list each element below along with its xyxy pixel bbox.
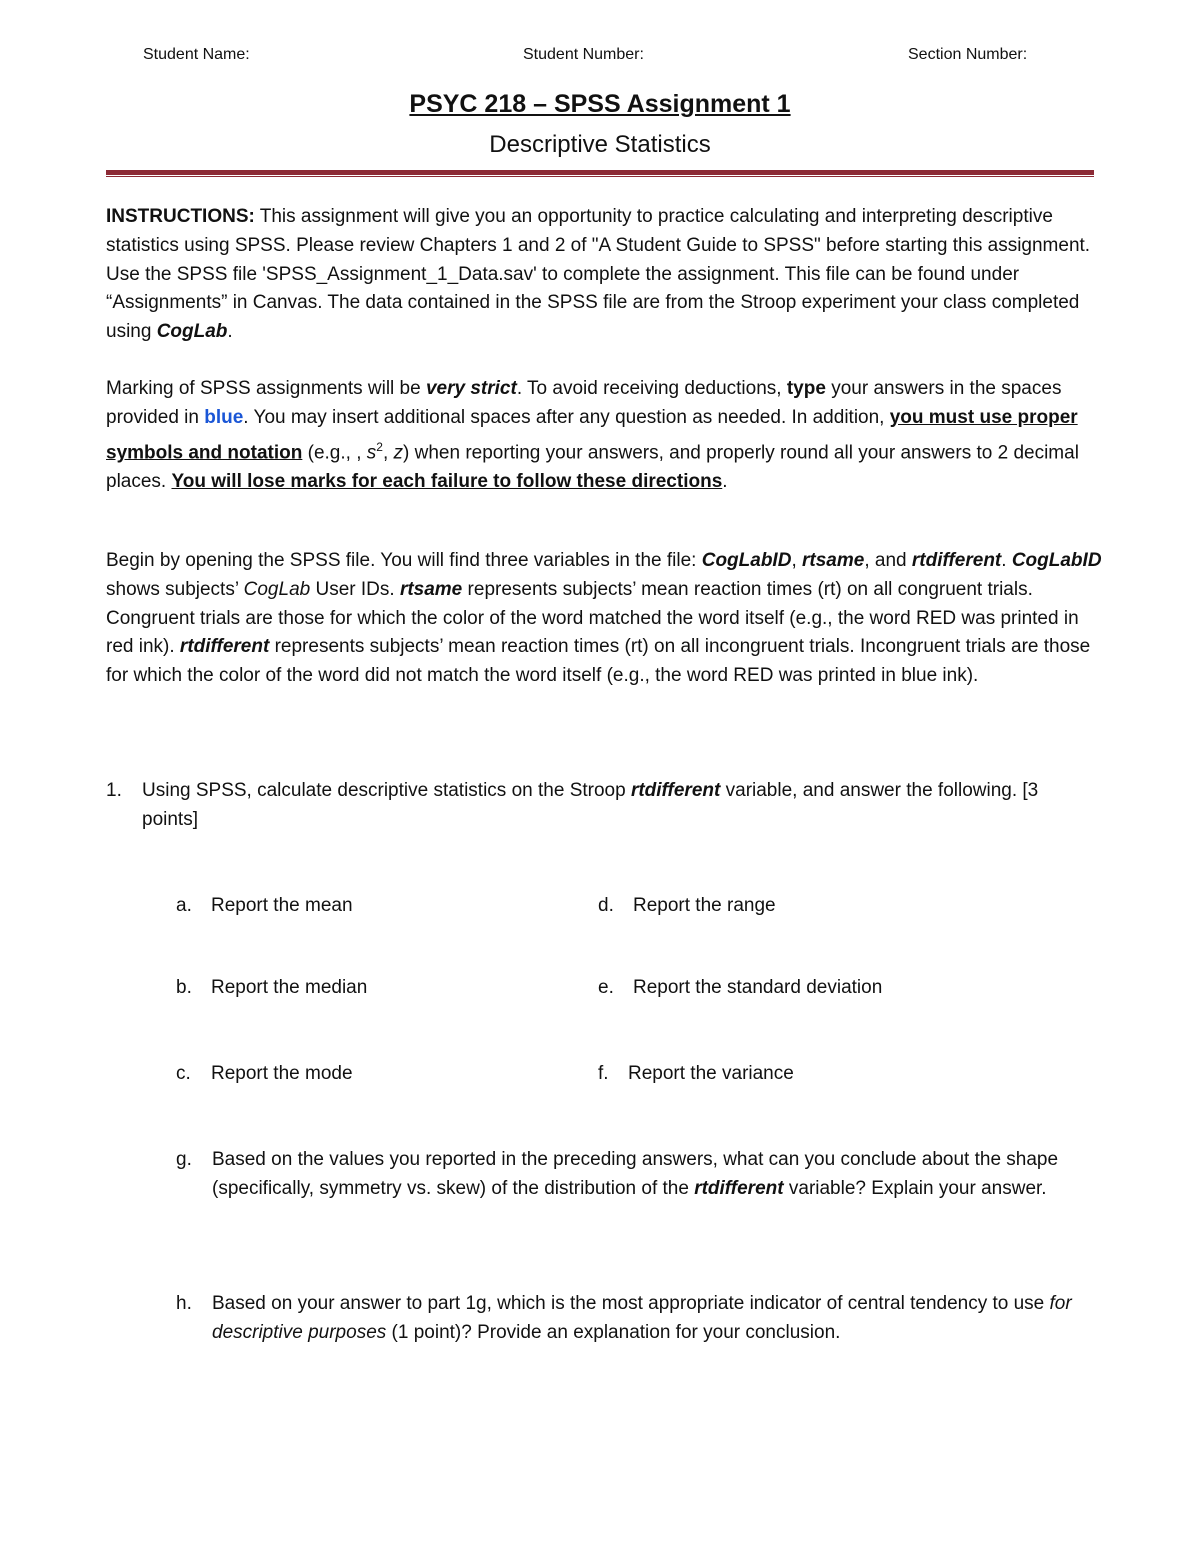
question-1-number: 1.	[106, 780, 122, 801]
coglabid-term: CogLabID	[701, 550, 792, 571]
question-1b-letter: b.	[176, 977, 192, 998]
blue-term: blue	[204, 406, 244, 428]
question-1b-text: Report the median	[211, 977, 368, 998]
symbol-squared: 2	[376, 439, 383, 454]
question-1e-letter: e.	[598, 977, 614, 998]
question-1a-letter: a.	[176, 895, 192, 916]
begin-text-2: ,	[791, 550, 802, 571]
instructions-end: .	[227, 321, 233, 343]
question-1-var: rtdifferent	[630, 780, 721, 801]
symbol-z: z	[393, 441, 404, 463]
question-1d-letter: d.	[598, 895, 614, 916]
instructions-label: INSTRUCTIONS:	[106, 206, 255, 227]
begin-text-5: shows subjects’	[106, 578, 244, 600]
student-number-label: Student Number:	[523, 46, 644, 63]
lose-marks-notice: You will lose marks for each failure to follow these directions	[171, 470, 723, 492]
symbols-notice: you must use proper symbols and notation	[106, 406, 1078, 463]
page-subtitle: Descriptive Statistics	[489, 131, 711, 158]
marking-paragraph	[106, 375, 1106, 497]
page-title: PSYC 218 – SPSS Assignment 1	[409, 90, 791, 118]
begin-text-7: represents subjects’ mean reaction times (rt) on all congruent trials. Congruent trials are those for which the color of the word matched the word itself (e.g., the word RED was printed in red ink).	[106, 578, 1079, 658]
coglabid-term-2: CogLabID	[1011, 550, 1102, 571]
question-1g-letter: g.	[176, 1149, 192, 1170]
question-1a-text: Report the mean	[211, 895, 353, 916]
coglab-term-2: CogLab	[243, 578, 311, 600]
question-1h-text-2: (1 point)? Provide an explanation for your conclusion.	[386, 1321, 841, 1343]
question-1g-text-2: variable? Explain your answer.	[783, 1177, 1047, 1199]
question-1h-text-1: Based on your answer to part 1g, which is the most appropriate indicator of central tendency to use	[212, 1293, 1050, 1314]
question-1d-text: Report the range	[633, 895, 776, 916]
question-1e-text: Report the standard deviation	[633, 977, 883, 998]
question-1f-letter: f.	[598, 1063, 609, 1084]
marking-text-6: ,	[382, 441, 394, 463]
question-1h-text	[212, 1290, 1072, 1348]
type-term: type	[786, 378, 826, 399]
begin-text-3: , and	[864, 550, 912, 571]
begin-paragraph	[106, 547, 1106, 691]
rtdifferent-term-2: rtdifferent	[179, 636, 270, 658]
begin-text-8: represents subjects’ mean reaction times (rt) on all incongruent trials. Incongruent trials are those for which the color of the word did not match the word itself (e.g., the word RED was printed in blue ink).	[106, 636, 1091, 687]
very-strict-term: very strict	[425, 378, 517, 399]
question-1g-text-1: Based on the values you reported in the preceding answers, what can you conclude about the shape (specifically, symmetry vs. skew) of the distribution of the	[212, 1149, 1059, 1199]
marking-text-4: . You may insert additional spaces after any question as needed. In addition,	[243, 406, 890, 428]
rtsame-term-2: rtsame	[399, 578, 463, 600]
question-1h-letter: h.	[176, 1293, 192, 1314]
question-1c-text: Report the mode	[211, 1063, 353, 1084]
question-1g-text	[212, 1146, 1072, 1204]
instructions-paragraph	[106, 203, 1106, 347]
marking-text-5: (e.g., ,	[302, 441, 367, 463]
marking-text-3: your answers in the spaces provided in	[106, 378, 1062, 428]
instructions-text: This assignment will give you an opportunity to practice calculating and interpreting descriptive statistics using SPSS. Please review Chapters 1 and 2 of "A Student Guide to SPSS" before starting this assignment. Use the SPSS file 'SPSS_Assignment_1_Data.sav' to complete the assignment. This file can be found under “Assignments” in Canvas. The data contained in the SPSS file are from the Stroop experiment your class completed using	[106, 206, 1091, 343]
section-number-label: Section Number:	[908, 46, 1028, 63]
marking-text-1: Marking of SPSS assignments will be	[106, 378, 426, 399]
symbol-s: s	[366, 441, 377, 463]
student-name-label: Student Name:	[143, 46, 250, 63]
begin-text-6: User IDs.	[310, 578, 400, 600]
question-1h-purposes: for descriptive purposes	[212, 1293, 1072, 1343]
rtsame-term: rtsame	[802, 550, 865, 571]
rtdifferent-term: rtdifferent	[911, 550, 1002, 571]
title-rule-thick	[106, 170, 1094, 175]
question-1c-letter: c.	[176, 1063, 191, 1084]
question-1-text-1: Using SPSS, calculate descriptive statistics on the Stroop	[142, 780, 631, 801]
question-1-text-2: variable, and answer the following. [3 points]	[142, 780, 1039, 830]
question-1f-text: Report the variance	[628, 1063, 794, 1084]
begin-text-4: .	[1001, 550, 1012, 571]
begin-text-1: Begin by opening the SPSS file. You will find three variables in the file:	[106, 550, 702, 571]
question-1g-var: rtdifferent	[694, 1177, 784, 1199]
title-rule-thin	[106, 176, 1094, 177]
question-1-text	[142, 777, 1072, 835]
marking-text-7: ) when reporting your answers, and properly round all your answers to 2 decimal places.	[106, 441, 1079, 492]
marking-text-8: .	[722, 470, 728, 492]
coglab-term: CogLab	[156, 321, 228, 343]
marking-text-2: . To avoid receiving deductions,	[516, 378, 787, 399]
